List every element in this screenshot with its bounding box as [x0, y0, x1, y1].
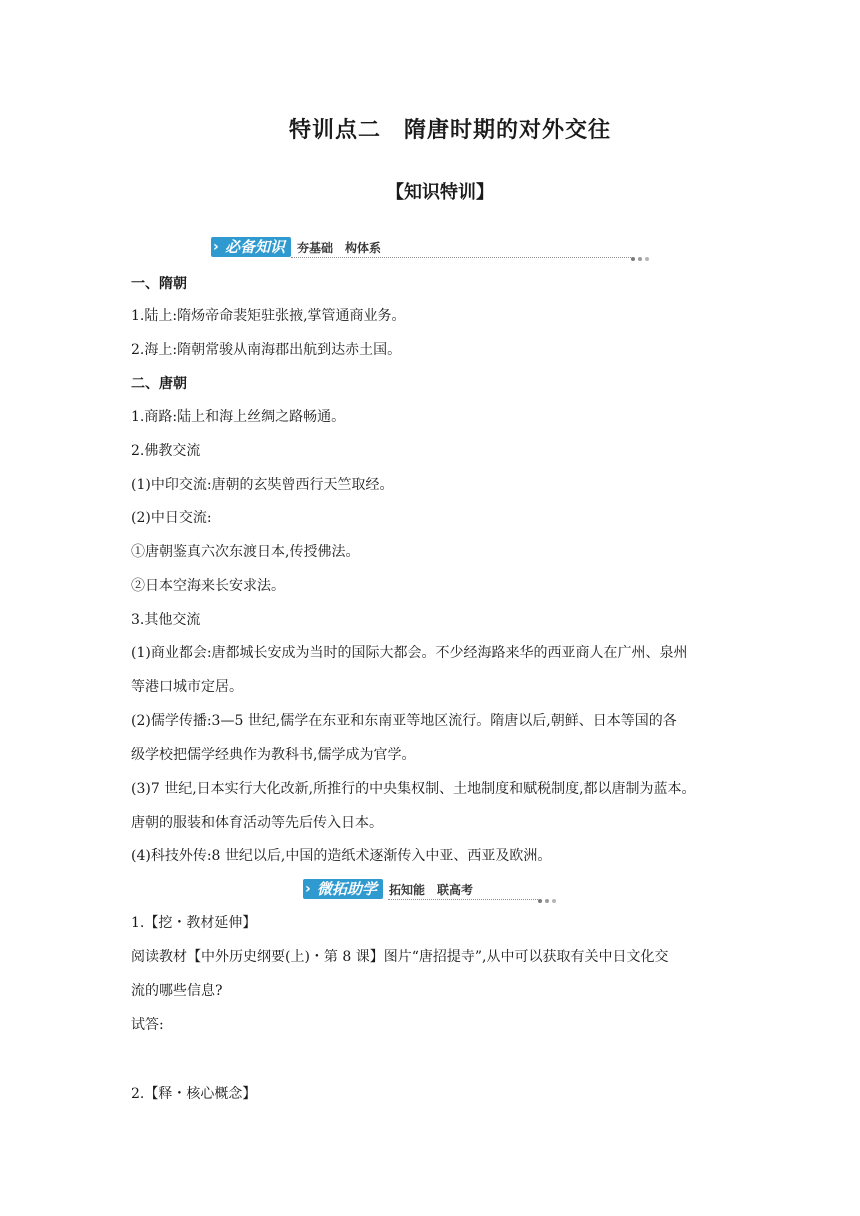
- heading-tang: 二、唐朝: [131, 376, 187, 392]
- text-line: (1)中印交流:唐朝的玄奘曾西行天竺取经。: [131, 477, 394, 493]
- dots-icon: [538, 899, 556, 903]
- text-line: 1.陆上:隋炀帝命裴矩驻张掖,掌管通商业务。: [131, 308, 406, 324]
- question-text: 流的哪些信息?: [131, 983, 223, 999]
- text-line: (1)商业都会:唐都城长安成为当时的国际大都会。不少经海路来华的西亚商人在广州、泉州: [131, 645, 688, 661]
- question-heading: 1.【挖・教材延伸】: [131, 915, 257, 931]
- question-heading: 2.【释・核心概念】: [131, 1086, 257, 1102]
- page-title: 特训点二 隋唐时期的对外交往: [288, 118, 611, 143]
- banner-essential-knowledge: [211, 236, 651, 258]
- text-line: 3.其他交流: [131, 612, 201, 628]
- banner-subtitle: 夯基础 构体系: [297, 240, 382, 255]
- heading-sui: 一、隋朝: [131, 276, 187, 292]
- question-text: 阅读教材【中外历史纲要(上)・第 8 课】图片“唐招提寺”,从中可以获取有关中日文化交: [131, 949, 669, 965]
- banner-subtitle: 拓知能 联高考: [389, 882, 474, 897]
- text-line: (3)7 世纪,日本实行大化改新,所推行的中央集权制、土地制度和赋税制度,都以唐制为蓝本。: [131, 781, 696, 797]
- text-line: (2)中日交流:: [131, 510, 212, 526]
- text-line: 唐朝的服装和体育活动等先后传入日本。: [131, 815, 383, 831]
- dotted-divider: [388, 899, 538, 900]
- text-line: ②日本空海来长安求法。: [131, 578, 285, 594]
- text-line: 2.海上:隋朝常骏从南海郡出航到达赤土国。: [131, 342, 402, 358]
- text-line: ①唐朝鉴真六次东渡日本,传授佛法。: [131, 544, 360, 560]
- text-line: (2)儒学传播:3—5 世纪,儒学在东亚和东南亚等地区流行。隋唐以后,朝鲜、日本等国的各: [131, 713, 677, 729]
- section-heading: 【知识特训】: [386, 182, 494, 203]
- chevron-right-icon: ›: [305, 881, 311, 897]
- dotted-divider: [291, 257, 631, 258]
- chevron-right-icon: ›: [213, 239, 219, 255]
- text-line: 级学校把儒学经典作为教科书,儒学成为官学。: [131, 747, 416, 763]
- text-line: (4)科技外传:8 世纪以后,中国的造纸术逐渐传入中亚、西亚及欧洲。: [131, 848, 552, 864]
- text-line: 等港口城市定居。: [131, 679, 243, 695]
- banner-tag: › 微拓助学: [303, 879, 383, 899]
- text-line: 2.佛教交流: [131, 443, 201, 459]
- banner-tag: › 必备知识: [211, 237, 291, 257]
- banner-extended-learning: [303, 878, 563, 900]
- answer-label: 试答:: [131, 1017, 164, 1033]
- text-line: 1.商路:陆上和海上丝绸之路畅通。: [131, 409, 346, 425]
- dots-icon: [631, 257, 649, 261]
